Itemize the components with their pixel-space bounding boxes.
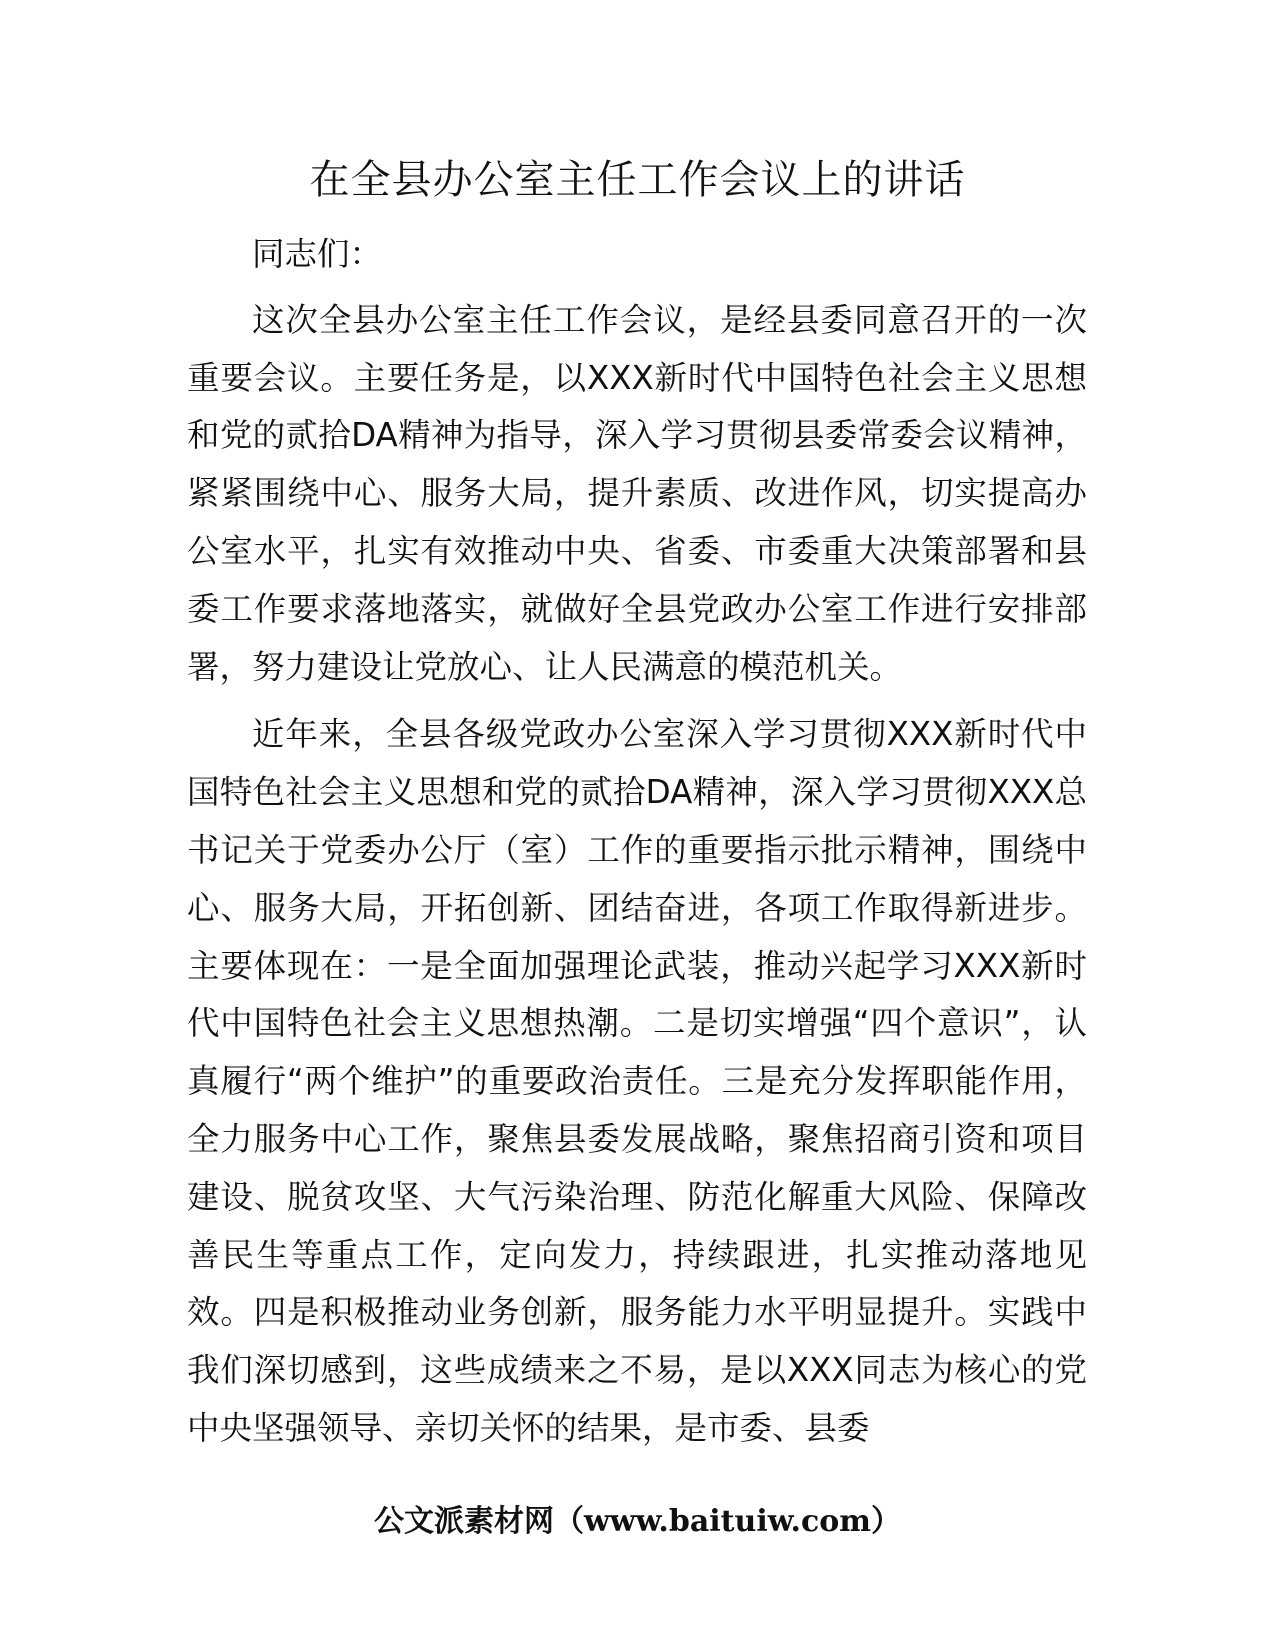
- salutation: 同志们：: [252, 235, 383, 273]
- document-body: [187, 226, 1087, 1460]
- footer-watermark: 公文派素材网（www.baituiw.com）: [373, 1504, 902, 1539]
- paragraph-1: 这次全县办公室主任工作会议，是经县委同意召开的一次重要会议。主要任务是，以XXX新时代中国特色社会主义思想和党的贰拾DA精神为指导，深入学习贯彻县委常委会议精神，紧紧围绕中心、服务大局，提升素质、改进作风，切实提高办公室水平，扎实有效推动中央、省委、市委重大决策部署和县委工作要求落地落实，就做好全县党政办公室工作进行安排部署，努力建设让党放心、让人民满意的模范机关。: [187, 300, 1087, 686]
- paragraph-2: 近年来，全县各级党政办公室深入学习贯彻XXX新时代中国特色社会主义思想和党的贰拾DA精神，深入学习贯彻XXX总书记关于党委办公厅（室）工作的重要指示批示精神，围绕中心、服务大局，开拓创新、团结奋进，各项工作取得新进步。主要体现在：一是全面加强理论武装，推动兴起学习XXX新时代中国特色社会主义思想热潮。二是切实增强“四个意识”，认真履行“两个维护”的重要政治责任。三是充分发挥职能作用，全力服务中心工作，聚焦县委发展战略，聚焦招商引资和项目建设、脱贫攻坚、大气污染治理、防范化解重大风险、保障改善民生等重点工作，定向发力，持续跟进，扎实推动落地见效。四是积极推动业务创新，服务能力水平明显提升。实践中我们深切感到，这些成绩来之不易，是以XXX同志为核心的党中央坚强领导、亲切关怀的结果，是市委、县委: [187, 715, 1087, 1447]
- document-title: 在全县办公室主任工作会议上的讲话: [309, 157, 966, 203]
